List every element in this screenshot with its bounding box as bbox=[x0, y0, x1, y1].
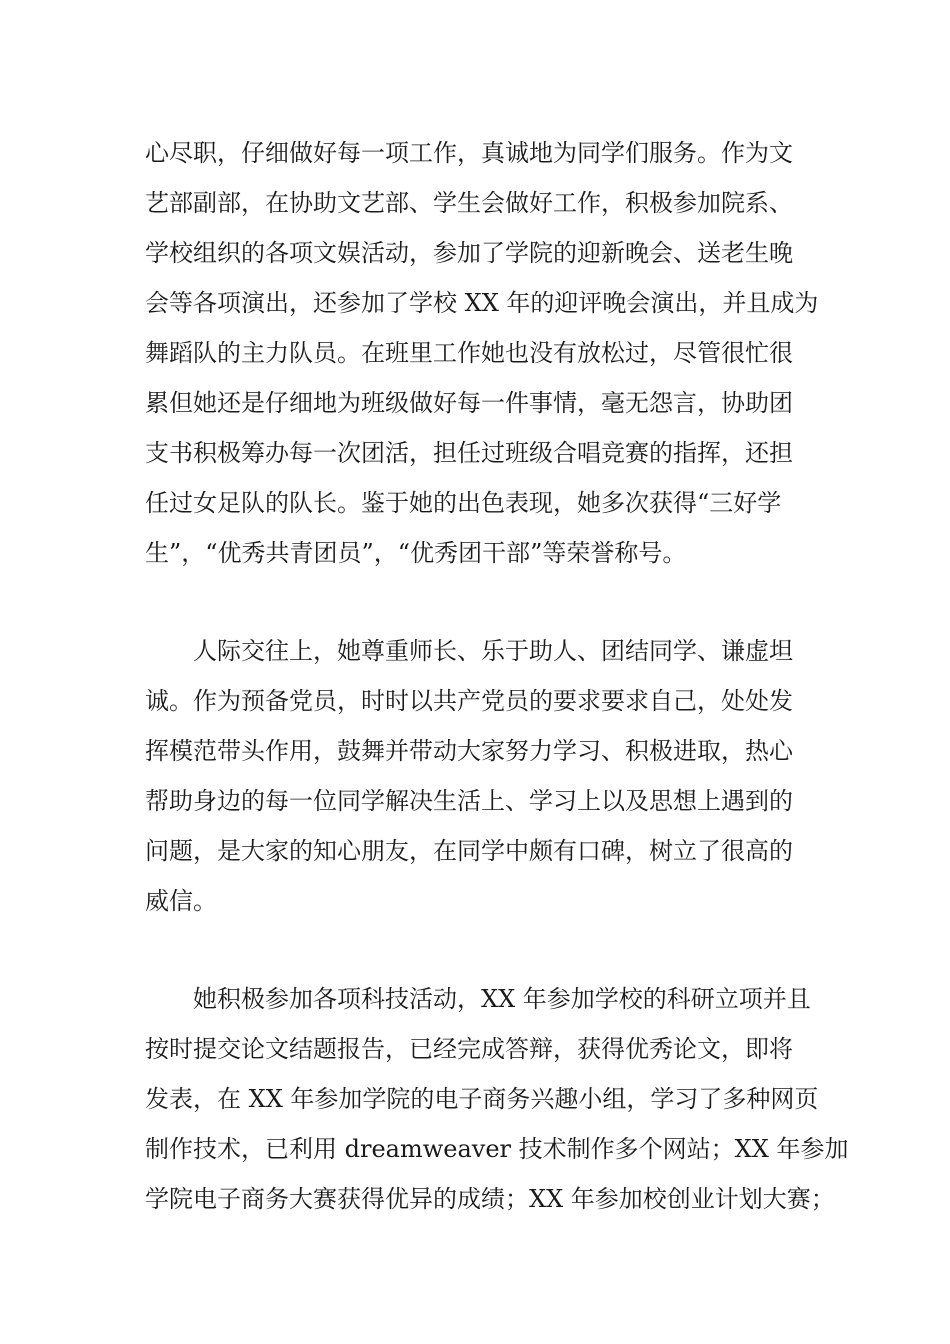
text-line: 学校组织的各项文娱活动，参加了学院的迎新晚会、送老生晚 bbox=[145, 239, 793, 267]
text-line: 舞蹈队的主力队员。在班里工作她也没有放松过，尽管很忙很 bbox=[145, 339, 793, 367]
text-line: 诚。作为预备党员，时时以共产党员的要求要求自己，处处发 bbox=[145, 687, 793, 715]
text-line: 累但她还是仔细地为班级做好每一件事情，毫无怨言，协助团 bbox=[145, 389, 793, 417]
text-line: 问题，是大家的知心朋友，在同学中颇有口碑，树立了很高的 bbox=[145, 837, 793, 865]
text-line: 艺部副部，在协助文艺部、学生会做好工作，积极参加院系、 bbox=[145, 189, 793, 217]
text-line: 挥模范带头作用，鼓舞并带动大家努力学习、积极进取，热心 bbox=[145, 737, 793, 765]
text-line: 学院电子商务大赛获得优异的成绩；XX 年参加校创业计划大赛； bbox=[145, 1185, 835, 1213]
text-line: 她积极参加各项科技活动，XX 年参加学校的科研立项并且 bbox=[145, 985, 811, 1013]
text-line: 会等各项演出，还参加了学校 XX 年的迎评晚会演出，并且成为 bbox=[145, 289, 819, 317]
paragraph-1 bbox=[145, 128, 819, 578]
text-line: 生”，“优秀共青团员”，“优秀团干部”等荣誉称号。 bbox=[145, 539, 687, 567]
text-line: 任过女足队的队长。鉴于她的出色表现，她多次获得“三好学 bbox=[145, 489, 782, 517]
paragraph-3 bbox=[145, 974, 849, 1224]
text-line: 按时提交论文结题报告，已经完成答辩，获得优秀论文，即将 bbox=[145, 1035, 793, 1063]
text-line: 发表，在 XX 年参加学院的电子商务兴趣小组，学习了多种网页 bbox=[145, 1085, 819, 1113]
text-line: 支书积极筹办每一次团活，担任过班级合唱竞赛的指挥，还担 bbox=[145, 439, 793, 467]
text-line: 帮助身边的每一位同学解决生活上、学习上以及思想上遇到的 bbox=[145, 787, 793, 815]
text-line: 制作技术，已利用 dreamweaver 技术制作多个网站；XX 年参加 bbox=[145, 1135, 849, 1163]
text-line: 人际交往上，她尊重师长、乐于助人、团结同学、谦虚坦 bbox=[145, 637, 793, 665]
paragraph-2 bbox=[145, 626, 815, 926]
text-line: 威信。 bbox=[145, 887, 217, 915]
text-line: 心尽职，仔细做好每一项工作，真诚地为同学们服务。作为文 bbox=[145, 139, 793, 167]
